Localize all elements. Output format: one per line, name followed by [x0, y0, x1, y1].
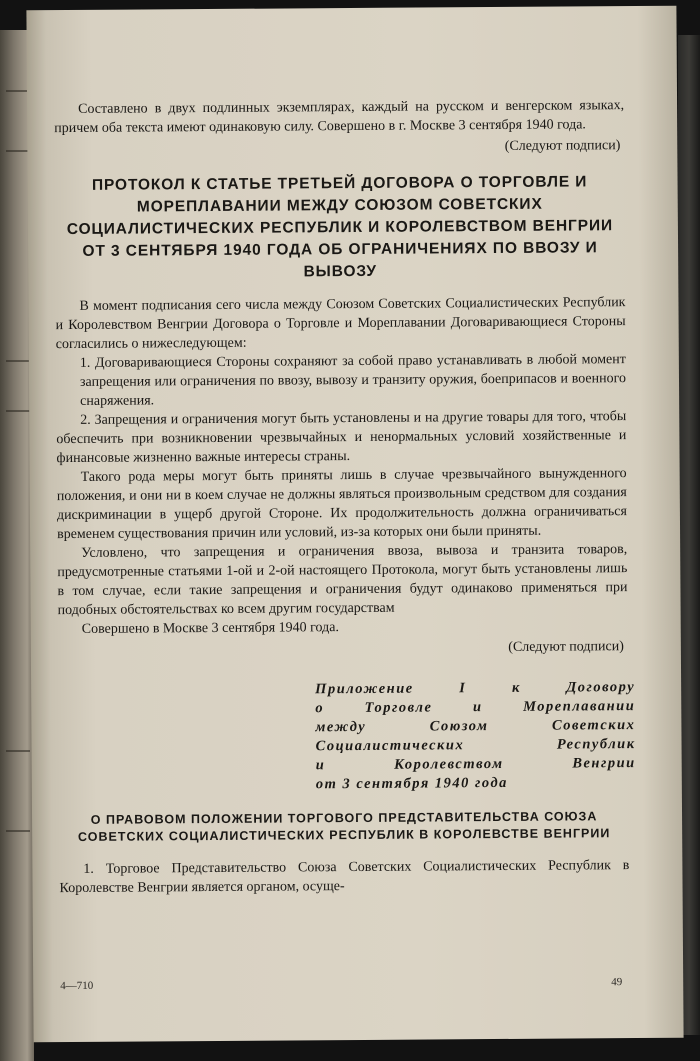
protocol-title: ПРОТОКОЛ К СТАТЬЕ ТРЕТЬЕЙ ДОГОВОРА О ТОРГОВЛЕ И МОРЕПЛАВАНИИ МЕЖДУ СОЮЗОМ СОВЕТСКИХ СОЦИАЛИСТИЧЕСКИХ РЕСПУБЛИК И КОРОЛЕВСТВОМ ВЕНГРИИ ОТ 3 СЕНТЯБРЯ 1940 ГОДА ОБ ОГРАНИЧЕНИЯХ ПО ВВОЗУ И ВЫВОЗУ: [66, 173, 614, 281]
section-paragraph: 1. Торговое Представительство Союза Советских Социалистических Республик в Королевстве Венгрии является органом, осуще-: [59, 858, 630, 897]
protocol-paragraph-2: 2. Запрещения и ограничения могут быть установлены и на другие товары для того, чтобы обеспечить при возникновении чрезвычайных и ненормальных условий хозяйственные и финансовые жизненно важные интересы страны.: [56, 409, 627, 467]
appendix-line: между Союзом Советских: [315, 717, 636, 736]
appendix-line: от 3 сентября 1940 года: [315, 774, 508, 793]
appendix-heading: [315, 678, 636, 794]
protocol-signatures: (Следуют подписи): [508, 639, 624, 655]
appendix-line: Приложение I к Договору: [315, 679, 636, 698]
section-title: О ПРАВОВОМ ПОЛОЖЕНИИ ТОРГОВОГО ПРЕДСТАВИТЕЛЬСТВА СОЮЗА СОВЕТСКИХ СОЦИАЛИСТИЧЕСКИХ РЕСПУБЛИК В КОРОЛЕВСТВЕ ВЕНГРИИ: [77, 809, 611, 844]
intro-signatures: (Следуют подписи): [504, 138, 621, 154]
protocol-paragraph-4: Условлено, что запрещения и ограничения ввоза, вывоза и транзита товаров, предусмотренные статьями 1-ой и 2-ой настоящего Протокола, могут быть установлены лишь в том случае, если такие запрещения и ограничения будут одинаково применяться при подобных обстоятельствах ко всем другим государствам: [57, 542, 628, 619]
protocol-paragraph-0: В момент подписания сего числа между Союзом Советских Социалистических Республик и Королевством Венгрии Договора о Торговле и Мореплавании Договаривающиеся Стороны согласились о нижеследующем:: [55, 295, 626, 353]
signature-mark: 4—710: [60, 979, 94, 993]
page-number: 49: [611, 976, 623, 989]
protocol-paragraph-1: 1. Договаривающиеся Стороны сохраняют за собой право устанавливать в любой момент запрещения или ограничения по ввозу, вывозу и транзиту оружия, боеприпасов и военного снаряжения.: [79, 352, 627, 409]
protocol-paragraph-5: Совершено в Москве 3 сентября 1940 года.: [81, 620, 340, 637]
book-page: [26, 6, 683, 1043]
protocol-paragraph-3: Такого рода меры могут быть приняты лишь в случае чрезвычайного вынужденного положения, и они ни в коем случае не должны являться произвольным средством для создания дискриминации в ущерб другой Стороне. Их продолжительность должна ограничиваться временем существования причин или условий, из-за которых они были приняты.: [56, 466, 627, 543]
appendix-line: Социалистических Республик: [315, 736, 636, 755]
appendix-line: о Торговле и Мореплавании: [315, 698, 636, 717]
appendix-line: и Королевством Венгрии: [315, 755, 636, 774]
page-content: [54, 96, 636, 898]
page-footer: [60, 976, 630, 993]
intro-paragraph: Составлено в двух подлинных экземплярах, каждый на русском и венгерском языках, причем оба текста имеют одинаковую силу. Совершено в г. Москве 3 сентября 1940 года.: [54, 98, 625, 137]
